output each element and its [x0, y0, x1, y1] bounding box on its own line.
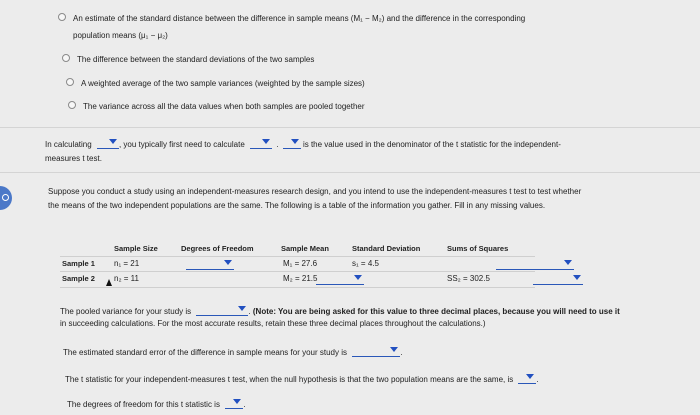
header-degrees-of-freedom: Degrees of Freedom: [181, 244, 254, 253]
header-sample-size: Sample Size: [114, 244, 158, 253]
df-line: The degrees of freedom for this t statistic is .: [67, 400, 246, 409]
chevron-down-icon: [390, 347, 398, 352]
dropdown-first-calculate[interactable]: [250, 138, 272, 147]
option-1-label-line2: population means (μ₁ − μ₂): [73, 31, 168, 40]
chevron-down-icon: [262, 139, 270, 144]
fill-sentence: In calculating , you typically first need to calculate . is the value used in the denominator of the t statistic for the independent-: [45, 140, 561, 149]
divider: [0, 172, 700, 173]
radio-option-3[interactable]: [66, 78, 74, 86]
scenario-line-2: the means of the two independent populations are the same. The following is a table of the information you gather. Fill in any missing values.: [48, 201, 546, 210]
radio-option-4[interactable]: [68, 101, 76, 109]
chevron-down-icon: [354, 275, 362, 280]
chevron-down-icon: [224, 260, 232, 265]
fill-text-4: measures t test.: [45, 154, 102, 163]
fill-text-3: is the value used in the denominator of the t statistic for the independent-: [302, 140, 561, 149]
pooled-variance-dropdown[interactable]: [196, 305, 248, 314]
option-3-label: A weighted average of the two sample variances (weighted by the sample sizes): [81, 79, 365, 88]
std-error-dropdown[interactable]: [352, 346, 400, 355]
df-text: The degrees of freedom for this t statistic is: [67, 400, 220, 409]
row-label-sample-1: Sample 1: [62, 259, 95, 268]
side-panel-icon[interactable]: [0, 186, 12, 210]
table-row-rule: [60, 271, 535, 272]
row-label-sample-2: Sample 2: [62, 274, 95, 283]
sample-1-size: n₁ = 21: [114, 259, 140, 268]
t-stat-dropdown[interactable]: [518, 373, 536, 382]
sample-2-size: n₂ = 11: [114, 274, 139, 283]
pooled-text: The pooled variance for your study is: [60, 307, 192, 316]
pooled-note-line-2: in succeeding calculations. For the most accurate results, retain these three decimal places throughout the calculations.): [60, 319, 486, 328]
fill-text-1: In calculating: [45, 140, 92, 149]
chevron-down-icon: [233, 399, 241, 404]
divider: [0, 127, 700, 128]
std-error-text: The estimated standard error of the difference in sample means for your study is: [63, 348, 347, 357]
option-2-label: The difference between the standard deviations of the two samples: [77, 55, 315, 64]
option-1-label: An estimate of the standard distance between the difference in sample means (M₁ − M₂) and the difference in the corresponding: [73, 14, 526, 23]
t-stat-text: The t statistic for your independent-measures t test, when the null hypothesis is that the two population means are the same, is: [65, 375, 514, 384]
df-dropdown[interactable]: [225, 398, 243, 407]
chevron-down-icon: [291, 139, 299, 144]
table-bottom-rule: [60, 287, 535, 288]
dropdown-denominator-term[interactable]: [283, 138, 301, 147]
option-4-label: The variance across all the data values when both samples are pooled together: [83, 102, 365, 111]
sample-2-ss: SS₂ = 302.5: [447, 274, 490, 283]
table-header-rule: [60, 256, 535, 257]
sample-1-mean: M₁ = 27.6: [283, 259, 318, 268]
chevron-down-icon: [564, 260, 572, 265]
sample-1-df-dropdown[interactable]: [186, 259, 234, 268]
chevron-down-icon: [526, 374, 534, 379]
pooled-line: The pooled variance for your study is . (Note: You are being asked for this value to three decimal places, because you will need to use it: [60, 307, 620, 316]
header-sums-of-squares: Sums of Squares: [447, 244, 509, 253]
chevron-down-icon: [109, 139, 117, 144]
sample-1-sd: s₁ = 4.5: [352, 259, 379, 268]
radio-option-2[interactable]: [62, 54, 70, 62]
chevron-down-icon: [573, 275, 581, 280]
radio-option-1[interactable]: [58, 13, 66, 21]
chevron-down-icon: [238, 306, 246, 311]
sample-2-sd-dropdown[interactable]: [533, 274, 583, 283]
std-error-line: The estimated standard error of the difference in sample means for your study is .: [63, 348, 403, 357]
header-sample-mean: Sample Mean: [281, 244, 329, 253]
pooled-note: (Note: You are being asked for this value to three decimal places, because you will need to use it: [252, 307, 620, 316]
scenario-line-1: Suppose you conduct a study using an independent-measures research design, and you intend to use the independent-measures t test to test whether: [48, 187, 582, 196]
sample-2-df-dropdown[interactable]: [316, 274, 364, 283]
dropdown-calculating[interactable]: [97, 138, 119, 147]
header-standard-deviation: Standard Deviation: [352, 244, 421, 253]
mouse-cursor-icon: [106, 279, 112, 286]
fill-text-2: , you typically first need to calculate: [118, 140, 245, 149]
sample-2-mean: M₂ = 21.5: [283, 274, 318, 283]
t-stat-line: The t statistic for your independent-measures t test, when the null hypothesis is that the two population means are the same, is .: [65, 375, 539, 384]
sample-1-ss-dropdown[interactable]: [496, 259, 574, 268]
